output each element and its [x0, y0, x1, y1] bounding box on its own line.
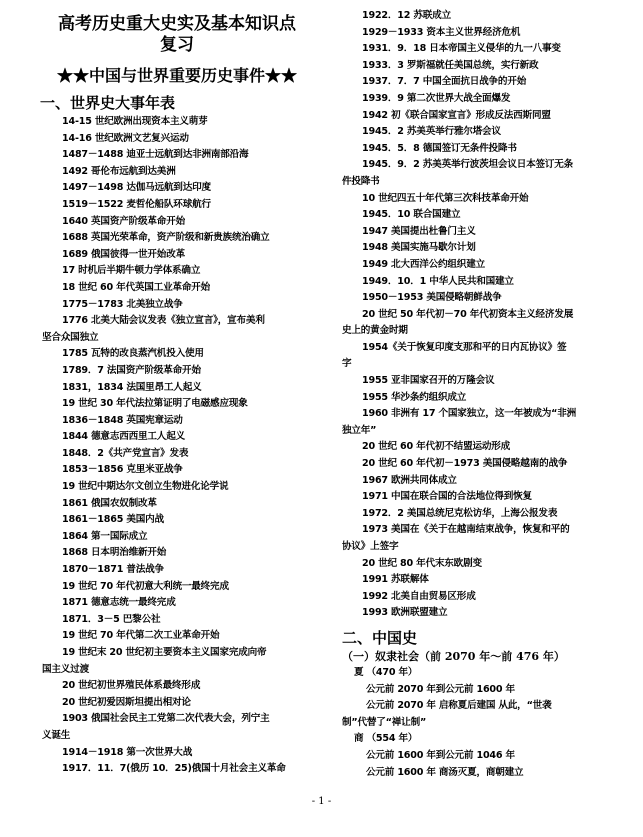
timeline-entry: 1914－1918 第一次世界大战 — [62, 746, 193, 758]
timeline-entry: 史上的黄金时期 — [342, 325, 408, 337]
timeline-entry: 1967 欧洲共同体成立 — [362, 474, 457, 486]
timeline-entry: 1971 中国在联合国的合法地位得到恢复 — [362, 491, 532, 503]
timeline-entry: 公元前 2070 年 启称夏后建国 从此，“世袭 — [366, 700, 552, 712]
timeline-entry: 1844 德意志西西里工人起义 — [62, 431, 185, 443]
timeline-entry: 1949 北大西洋公约组织建立 — [362, 258, 485, 270]
timeline-entry: 公元前 1600 年 商汤灭夏，商朝建立 — [366, 766, 524, 778]
timeline-entry: 10 世纪四五十年代第三次科技革命开始 — [362, 192, 529, 204]
timeline-entry: 1870－1871 普法战争 — [62, 564, 164, 576]
timeline-entry: 1948 美国实施马歇尔计划 — [362, 242, 476, 254]
timeline-entry: 19 世纪中期达尔文创立生物进化论学说 — [62, 481, 229, 493]
timeline-entry: 1922．12 苏联成立 — [362, 10, 451, 21]
timeline-entry: 坚合众国独立 — [42, 331, 99, 343]
timeline-entry: 1861 俄国农奴制改革 — [62, 497, 157, 509]
timeline-entry: 1831，1834 法国里昂工人起义 — [62, 381, 202, 393]
timeline-entry: 1836－1848 英国宪章运动 — [62, 414, 183, 426]
timeline-entry: 20 世纪 50 年代初－70 年代初资本主义经济发展 — [362, 308, 574, 320]
timeline-entry: 14-16 世纪欧洲文艺复兴运动 — [62, 132, 189, 144]
timeline-entry: 1947 美国提出杜鲁门主义 — [362, 225, 476, 237]
timeline-entry: 1933．3 罗斯福就任美国总统，实行新政 — [362, 59, 539, 71]
timeline-entry: 公元前 2070 年到公元前 1600 年 — [366, 683, 515, 695]
timeline-entry: 1993 欧洲联盟建立 — [362, 607, 448, 619]
timeline-entry: 义诞生 — [42, 729, 71, 741]
shang-heading: 商 （554 年） — [354, 733, 418, 745]
xia-lines — [342, 682, 628, 732]
timeline-entry: 1640 英国资产阶级革命开始 — [62, 215, 185, 227]
timeline-entry: 1775－1783 北美独立战争 — [62, 298, 183, 310]
timeline-entry: 公元前 1600 年到公元前 1046 年 — [366, 749, 515, 761]
timeline-entry: 1931．9．18 日本帝国主义侵华的九一八事变 — [362, 43, 561, 55]
timeline-entry: 1776 北美大陆会议发表《独立宣言》，宣布美利 — [62, 315, 265, 327]
timeline-entry: 件投降书 — [342, 175, 380, 187]
timeline-entry: 1945．2 苏美英举行雅尔塔会议 — [362, 126, 501, 138]
timeline-entry: 1519－1522 麦哲伦船队环球航行 — [62, 198, 211, 210]
timeline-entry: 1864 第一国际成立 — [62, 530, 148, 542]
timeline-entry: 19 世纪 30 年代法拉第证明了电磁感应现象 — [62, 398, 248, 410]
timeline-entry: 1937．7．7 中国全面抗日战争的开始 — [362, 76, 527, 88]
timeline-entry: 1949．10．1 中华人民共和国建立 — [362, 275, 514, 287]
shang-lines — [342, 748, 628, 781]
timeline-entry: 独立年” — [342, 424, 377, 436]
timeline-entry: 1950－1953 美国侵略朝鲜战争 — [362, 292, 502, 304]
world-timeline-list-left — [42, 114, 312, 778]
timeline-entry: 1487－1488 迪亚士远航到达非洲南部沿海 — [62, 149, 249, 161]
timeline-entry: 1955 亚非国家召开的万隆会议 — [362, 375, 495, 387]
title-line-1: 高考历史重大史实及基本知识点 — [58, 14, 296, 34]
timeline-entry: 1945．5．8 德国签订无条件投降书 — [362, 142, 517, 154]
timeline-entry: 1960 非洲有 17 个国家独立，这一年被成为“非洲 — [362, 408, 577, 420]
title-line-2: 复习 — [160, 35, 194, 55]
timeline-entry: 1688 英国光荣革命，资产阶级和新贵族统治确立 — [62, 232, 270, 244]
timeline-entry: 国主义过渡 — [42, 663, 89, 675]
timeline-entry: 制”代替了“禅让制” — [342, 716, 427, 728]
timeline-entry: 1955 华沙条约组织成立 — [362, 391, 467, 403]
timeline-entry: 14-15 世纪欧洲出现资本主义萌芽 — [62, 116, 208, 127]
right-column — [342, 0, 628, 781]
timeline-entry: 1991 苏联解体 — [362, 574, 429, 586]
left-column — [42, 0, 312, 778]
timeline-entry: 19 世纪末 20 世纪初主要资本主义国家完成向帝 — [62, 647, 267, 658]
timeline-entry: 1945．10 联合国建立 — [362, 209, 461, 221]
timeline-entry: 1954《关于恢复印度支那和平的日内瓦协议》签 — [362, 341, 567, 353]
timeline-entry: 字 — [342, 358, 352, 370]
timeline-entry: 1492 哥伦布远航到达美洲 — [62, 165, 176, 177]
timeline-entry: 1848．2《共产党宣言》发表 — [62, 447, 189, 459]
timeline-entry: 1939．9 第二次世界大战全面爆发 — [362, 92, 511, 104]
timeline-entry: 1785 瓦特的改良蒸汽机投入使用 — [62, 348, 204, 360]
timeline-entry: 1992 北美自由贸易区形成 — [362, 590, 476, 602]
world-timeline-list-right — [342, 8, 628, 622]
timeline-entry: 1942 初《联合国家宣言》形成反法西斯同盟 — [362, 109, 551, 121]
timeline-entry: 20 世纪 80 年代末东欧剧变 — [362, 557, 482, 569]
timeline-entry: 19 世纪 70 年代第二次工业革命开始 — [62, 630, 220, 642]
timeline-entry: 1853－1856 克里米亚战争 — [62, 464, 183, 476]
timeline-entry: 20 世纪 60 年代初不结盟运动形成 — [362, 441, 511, 453]
section-subtitle: ★★中国与世界重要历史事件★★ — [56, 66, 297, 85]
timeline-entry: 19 世纪 70 年代初意大利统一最终完成 — [62, 580, 229, 592]
timeline-entry: 20 世纪初爱因斯坦提出相对论 — [62, 696, 191, 708]
timeline-entry: 1917．11．7(俄历 10．25)俄国十月社会主义革命 — [62, 763, 286, 775]
china-history-heading: 二、中国史 — [342, 628, 418, 647]
timeline-entry: 1973 美国在《关于在越南结束战争，恢复和平的 — [362, 524, 570, 536]
document-title — [42, 14, 312, 56]
timeline-entry: 协议》上签字 — [342, 541, 399, 552]
timeline-entry: 18 世纪 60 年代英国工业革命开始 — [62, 281, 211, 293]
timeline-entry: 1789．7 法国资产阶级革命开始 — [62, 364, 201, 376]
xia-heading: 夏 （470 年） — [354, 666, 418, 678]
world-history-heading: 一、世界史大事年表 — [40, 94, 176, 112]
timeline-entry: 1929－1933 资本主义世界经济危机 — [362, 26, 521, 38]
timeline-entry: 1861－1865 美国内战 — [62, 514, 164, 526]
timeline-entry: 20 世纪初世界殖民体系最终形成 — [62, 680, 201, 692]
timeline-entry: 1868 日本明治维新开始 — [62, 547, 167, 559]
timeline-entry: 1497－1498 达伽马远航到达印度 — [62, 182, 211, 194]
timeline-entry: 1972．2 美国总统尼克松访华，上海公报发表 — [362, 507, 558, 519]
timeline-entry: 1689 俄国彼得一世开始改革 — [62, 248, 185, 260]
page-number: - 1 - — [311, 796, 332, 807]
timeline-entry: 20 世纪 60 年代初－1973 美国侵略越南的战争 — [362, 458, 568, 470]
timeline-entry: 1903 俄国社会民主工党第二次代表大会，列宁主 — [62, 713, 270, 725]
timeline-entry: 1945．9．2 苏美英举行波茨坦会议日本签订无条 — [362, 159, 574, 171]
timeline-entry: 1871 德意志统一最终完成 — [62, 597, 176, 609]
timeline-entry: 1871．3－5 巴黎公社 — [62, 613, 161, 625]
slave-society-heading: （一）奴隶社会（前 2070 年～前 476 年） — [342, 649, 565, 663]
timeline-entry: 17 时机后半期牛顿力学体系确立 — [62, 265, 201, 277]
